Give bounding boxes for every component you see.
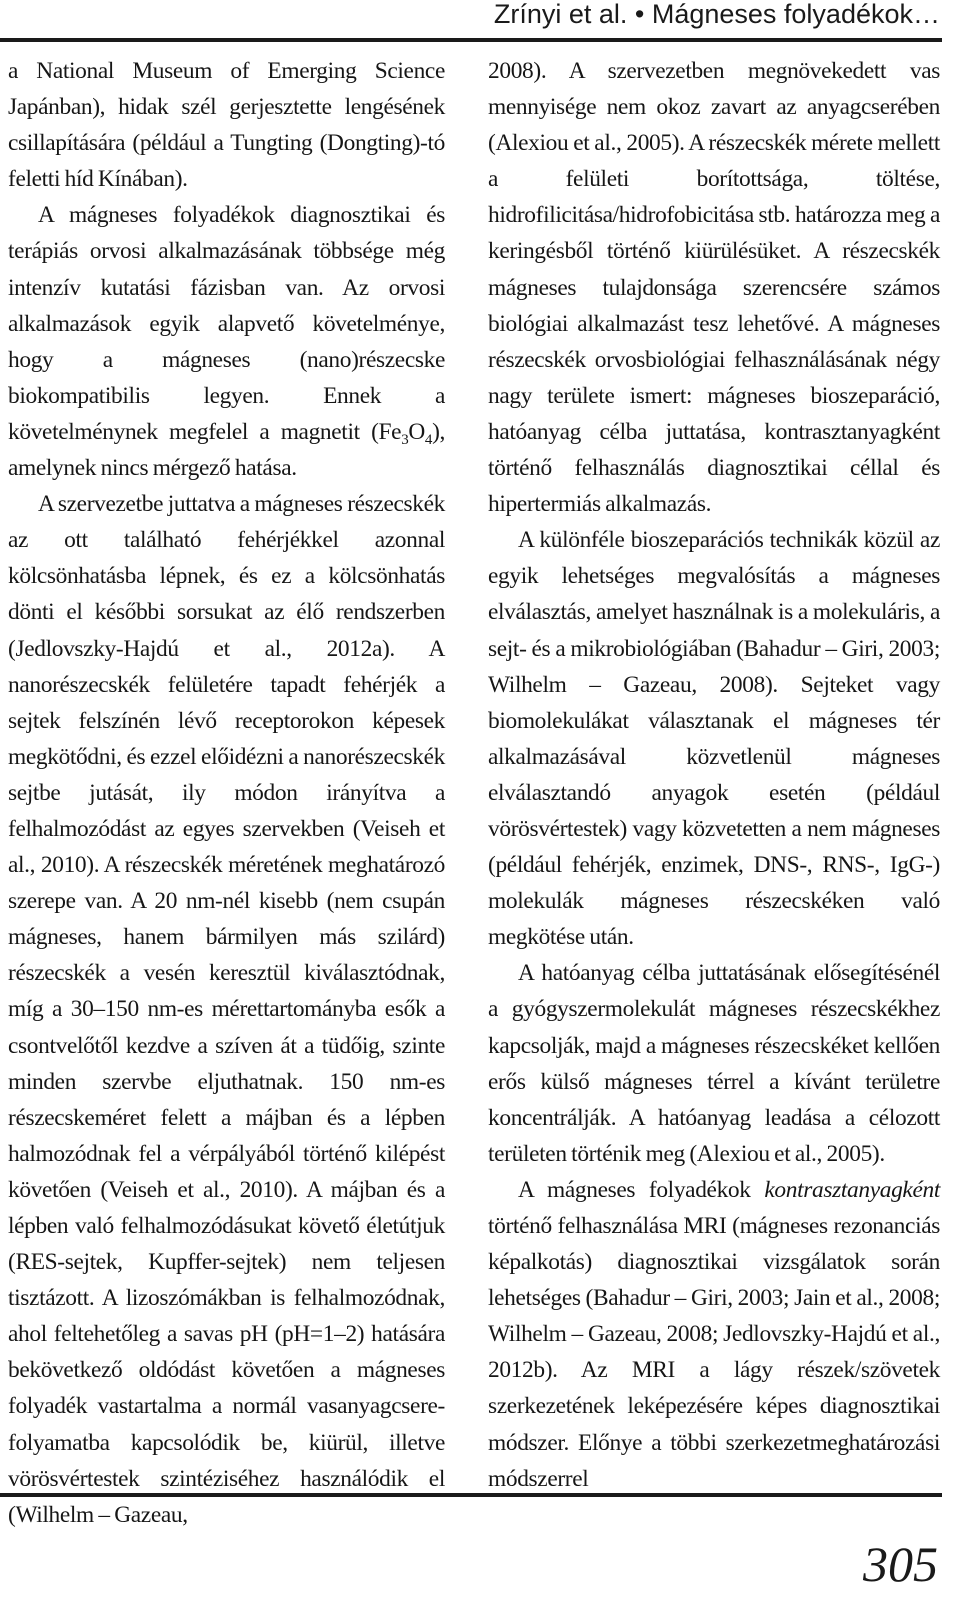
right-paragraph-4-end: történő felhasználása MRI (mágneses rezonanciás képalkotás) diagnosztikai vizsgálatok során lehetséges (Bahadur – Giri, 2003; Jain et al., 2008; Wilhelm – Gazeau, 2008; Jedlovszky-Hajdú et al., 2012b). Az MRI a lágy részek/szövetek szerkezetének leképezésére képes diagnosztikai módszer. Előnye a többi szerkezetmeghatározási módszerrel bbox=[488, 1213, 940, 1492]
formula-subscript-4: 4 bbox=[424, 431, 433, 448]
right-paragraph-2: A különféle bioszeparációs technikák közül az egyik lehetséges megvalósítás a mágneses elválasztás, amelyet használnak is a molekuláris, a sejt- és a mikrobiológiában (Bahadur – Giri, 2003; Wilhelm – Gazeau, 2008). Sejteket vagy biomolekulákat választanak el mágneses tér alkalmazásával közvetlenül mágneses elválasztandó anyagok esetén (például vörösvértestek) vagy közvetetten a nem mágneses (például fehérjék, enzimek, DNS-, RNS-, IgG-) molekulák mágneses részecskéken való megkötése után. bbox=[488, 527, 940, 951]
footer-rule bbox=[0, 1493, 942, 1497]
left-paragraph-2-end: ), amelynek nincs mérgező hatása. bbox=[8, 418, 445, 482]
left-paragraph-3: A szervezetbe juttatva a mágneses részecskék az ott található fehérjékkel azonnal kölcsönhatásba lépnek, és ez a kölcsönhatás dönti el későbbi sorsukat az élő rendszerben (Jedlovszky-Hajdú et al., 2012a). A nanorészecskék felületére tapadt fehérjék a sejtek felszínén lévő receptorokon képesek megkötődni, és ezzel előidézni a nanorészecskék sejtbe jutását, ily módon irányítva a felhalmozódást az egyes szervekben (Veiseh et al., 2010). A részecskék méretének meghatározó szerepe van. A 20 nm-nél kisebb (nem csupán mágneses, hanem bármilyen más szilárd) részecskék a vesén keresztül kiválasztódnak, míg a 30–150 nm-es mérettartományba esők a csontvelőtől kezdve a szíven át a tüdőig, szinte minden szervbe eljuthatnak. 150 nm-es részecskeméret felett a májban és a lépben halmozódnak fel a vérpályából történő kilépést követően (Veiseh et al., 2010). A májban és a lépben való felhalmozódásukat követő életútjuk (RES-sejtek, Kupffer-sejtek) nem teljesen tisztázott. A lizoszómákban is felhalmozódnak, ahol feltehetőleg a savas pH (pH=1–2) hatására bekövetkező oldódást követően a mágneses folyadék vastartalma a normál vasanyagcsere-folyamatba kapcsolódik be, kiürül, illetve vörösvértestek szintéziséhez használódik el (Wilhelm – Gazeau, bbox=[8, 491, 445, 1528]
header-rule bbox=[0, 38, 942, 42]
formula-oxygen: O bbox=[408, 418, 425, 445]
formula-subscript-3: 3 bbox=[401, 431, 409, 448]
right-paragraph-4-start: A mágneses folyadékok bbox=[518, 1176, 765, 1203]
left-paragraph-2 bbox=[8, 197, 445, 486]
right-paragraph-3: A hatóanyag célba juttatásának elősegítésénél a gyógyszermolekulát mágneses részecskékhez kapcsolják, majd a mágneses részecskéket kellően erős külső mágneses térrel a kívánt területre koncentrálják. A hatóanyag leadása a célozott területen történik meg (Alexiou et al., 2005). bbox=[488, 960, 940, 1167]
italic-term: kontrasztanyagként bbox=[764, 1176, 940, 1203]
right-column bbox=[488, 53, 940, 1497]
right-paragraph-4 bbox=[488, 1172, 940, 1497]
left-paragraph-2-text: A mágneses folyadékok diagnosztikai és terápiás orvosi alkalmazásának többsége még intenzív kutatási fázisban van. Az orvosi alkalmazások egyik alapvető követelménye, hogy a mágneses (nano)részecske biokompatibilis legyen. Ennek a követelménynek megfelel a magnetit (Fe bbox=[8, 202, 445, 445]
left-paragraph-1: a National Museum of Emerging Science Japánban), hidak szél gerjesztette lengésének csillapítására (például a Tungting (Dongting)-tó feletti híd Kínában). bbox=[8, 58, 445, 193]
left-column bbox=[8, 53, 445, 1533]
right-paragraph-1: 2008). A szervezetben megnövekedett vas mennyisége nem okoz zavart az anyagcserében (Alexiou et al., 2005). A részecskék mérete mellett a felületi borítottsága, töltése, hidrofilicitása/hidrofobicitása stb. határozza meg a keringésből történő kiürülésüket. A részecskék mágneses tulajdonsága szerencsére számos biológiai alkalmazást tesz lehetővé. A mágneses részecskék orvosbiológiai felhasználásának négy nagy területe ismert: mágneses bioszeparáció, hatóanyag célba juttatása, kontrasztanyagként történő felhasználás diagnosztikai céllal és hipertermiás alkalmazás. bbox=[488, 58, 940, 518]
page-number: 305 bbox=[863, 1536, 938, 1592]
running-head: Zrínyi et al. • Mágneses folyadékok… bbox=[493, 0, 940, 29]
